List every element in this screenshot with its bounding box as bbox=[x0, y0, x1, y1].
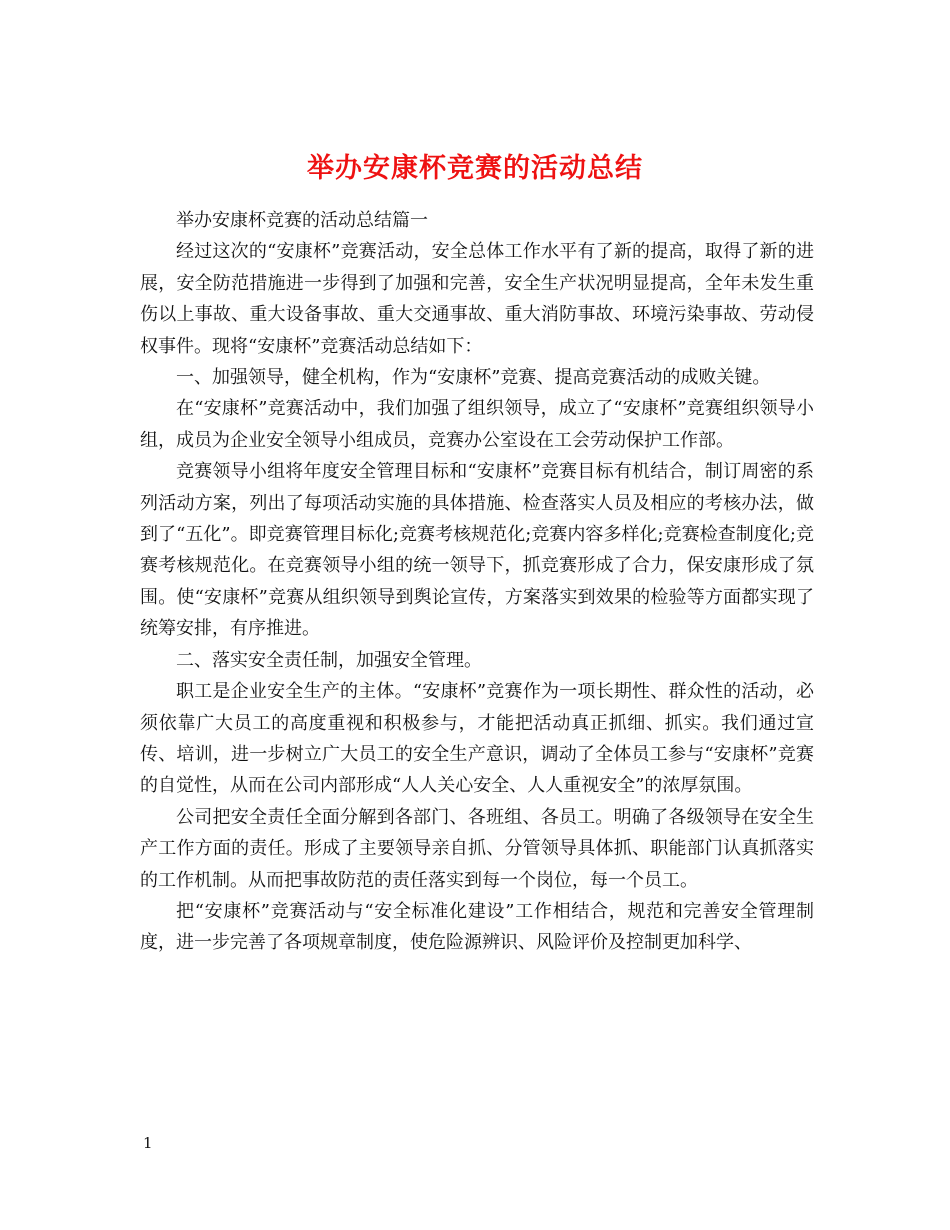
paragraph-8: 公司把安全责任全面分解到各部门、各班组、各员工。明确了各级领导在安全生产工作方面的责任。形成了主要领导亲自抓、分管领导具体抓、职能部门认真抓落实的工作机制。从而把事故防范的责任落实到每一个岗位，每一个员工。 bbox=[140, 806, 814, 891]
paragraph-4: 在“安康杯”竞赛活动中，我们加强了组织领导，成立了“安康杯”竞赛组织领导小组，成员为企业安全领导小组成员，竞赛办公室设在工会劳动保护工作部。 bbox=[140, 398, 814, 451]
paragraph-6: 二、落实安全责任制，加强安全管理。 bbox=[176, 649, 482, 671]
paragraph-5: 竞赛领导小组将年度安全管理目标和“安康杯”竞赛目标有机结合，制订周密的系列活动方案，列出了每项活动实施的具体措施、检查落实人员及相应的考核办法，做到了“五化”。即竞赛管理目标化;竞赛考核规范化;竞赛内容多样化;竞赛检查制度化;竞赛考核规范化。在竞赛领导小组的统一领导下，抓竞赛形成了合力，保安康形成了氛围。使“安康杯”竞赛从组织领导到舆论宣传，方案落实到效果的检验等方面都实现了统筹安排，有序推进。 bbox=[140, 461, 814, 640]
page-number: 1 bbox=[143, 1134, 153, 1152]
document-title: 举办安康杯竞赛的活动总结 bbox=[307, 153, 643, 185]
paragraph-1: 举办安康杯竞赛的活动总结篇一 bbox=[176, 210, 428, 231]
paragraph-3: 一、加强领导，健全机构，作为“安康杯”竞赛、提高竞赛活动的成败关键。 bbox=[176, 367, 771, 389]
paragraph-7: 职工是企业安全生产的主体。“安康杯”竞赛作为一项长期性、群众性的活动，必须依靠广大员工的高度重视和积极参与，才能把活动真正抓细、抓实。我们通过宣传、培训，进一步树立广大员工的安全生产意识，调动了全体员工参与“安康杯”竞赛的自觉性，从而在公司内部形成“人人关心安全、人人重视安全”的浓厚氛围。 bbox=[140, 681, 814, 797]
paragraph-2: 经过这次的“安康杯”竞赛活动，安全总体工作水平有了新的提高，取得了新的进展，安全防范措施进一步得到了加强和完善，安全生产状况明显提高，全年未发生重伤以上事故、重大设备事故、重大交通事故、重大消防事故、环境污染事故、劳动侵权事件。现将“安康杯”竞赛活动总结如下： bbox=[140, 241, 814, 357]
document-body bbox=[140, 205, 814, 959]
paragraph-9: 把“安康杯”竞赛活动与“安全标准化建设”工作相结合，规范和完善安全管理制度，进一步完善了各项规章制度，使危险源辨识、风险评价及控制更加科学、 bbox=[140, 900, 814, 954]
